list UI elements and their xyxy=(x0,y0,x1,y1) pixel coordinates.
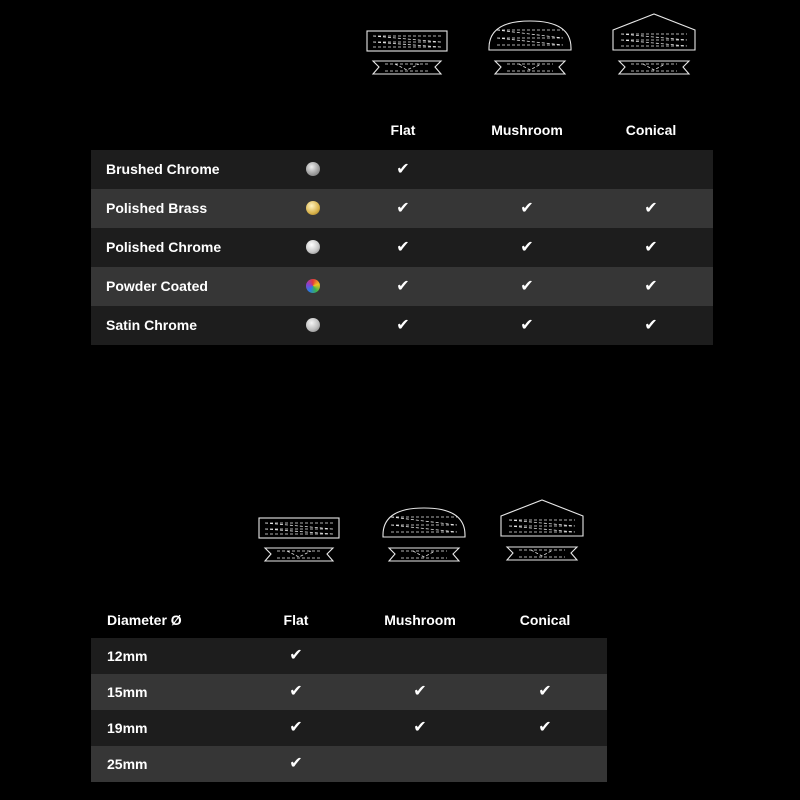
column-header-conical: Conical xyxy=(519,612,571,628)
row-label: 15mm xyxy=(107,684,148,700)
check-mushroom: ✔ xyxy=(520,200,534,217)
row-label: Polished Chrome xyxy=(106,239,222,255)
conical-head-icon xyxy=(611,12,697,80)
flat-head-icon xyxy=(365,28,449,80)
check-conical: ✔ xyxy=(644,278,658,295)
table-row xyxy=(91,267,713,306)
mushroom-head-icon xyxy=(381,505,467,567)
table-row xyxy=(91,150,713,189)
check-mushroom: ✔ xyxy=(520,317,534,334)
check-flat: ✔ xyxy=(396,200,410,217)
polished-chrome-swatch xyxy=(306,240,320,254)
check-conical: ✔ xyxy=(538,683,552,700)
diameter-heading: Diameter Ø xyxy=(107,612,182,628)
check-flat: ✔ xyxy=(289,683,303,700)
table-row xyxy=(91,189,713,228)
column-header-mushroom: Mushroom xyxy=(491,122,563,138)
check-flat: ✔ xyxy=(289,755,303,772)
column-header-flat: Flat xyxy=(390,122,416,138)
check-flat: ✔ xyxy=(289,719,303,736)
table-row xyxy=(91,746,607,782)
flat-head-icon xyxy=(257,515,341,567)
check-flat: ✔ xyxy=(396,278,410,295)
satin-chrome-swatch xyxy=(306,318,320,332)
row-label: 19mm xyxy=(107,720,148,736)
row-label: 25mm xyxy=(107,756,148,772)
check-flat: ✔ xyxy=(289,647,303,664)
table-row xyxy=(91,306,713,345)
polished-brass-swatch xyxy=(306,201,320,215)
column-header-flat: Flat xyxy=(283,612,309,628)
check-conical: ✔ xyxy=(644,317,658,334)
check-mushroom: ✔ xyxy=(520,278,534,295)
check-flat: ✔ xyxy=(396,317,410,334)
check-conical: ✔ xyxy=(644,239,658,256)
check-conical: ✔ xyxy=(644,200,658,217)
row-label: Satin Chrome xyxy=(106,317,198,333)
mushroom-head-icon xyxy=(487,18,573,80)
check-conical: ✔ xyxy=(538,719,552,736)
table-row xyxy=(91,674,607,710)
check-mushroom: ✔ xyxy=(413,683,427,700)
diameter-table xyxy=(91,638,607,782)
table-row xyxy=(91,638,607,674)
check-mushroom: ✔ xyxy=(520,239,534,256)
powder-coated-swatch xyxy=(306,279,320,293)
check-flat: ✔ xyxy=(396,239,410,256)
table-row xyxy=(91,710,607,746)
check-flat: ✔ xyxy=(396,161,410,178)
conical-head-icon xyxy=(499,498,585,566)
finish-table xyxy=(91,150,713,345)
table-row xyxy=(91,228,713,267)
row-label: Powder Coated xyxy=(106,278,208,294)
row-label: Brushed Chrome xyxy=(106,161,220,177)
row-label: 12mm xyxy=(107,648,148,664)
column-header-mushroom: Mushroom xyxy=(384,612,456,628)
column-header-conical: Conical xyxy=(625,122,677,138)
brushed-chrome-swatch xyxy=(306,162,320,176)
row-label: Polished Brass xyxy=(106,200,208,216)
check-mushroom: ✔ xyxy=(413,719,427,736)
